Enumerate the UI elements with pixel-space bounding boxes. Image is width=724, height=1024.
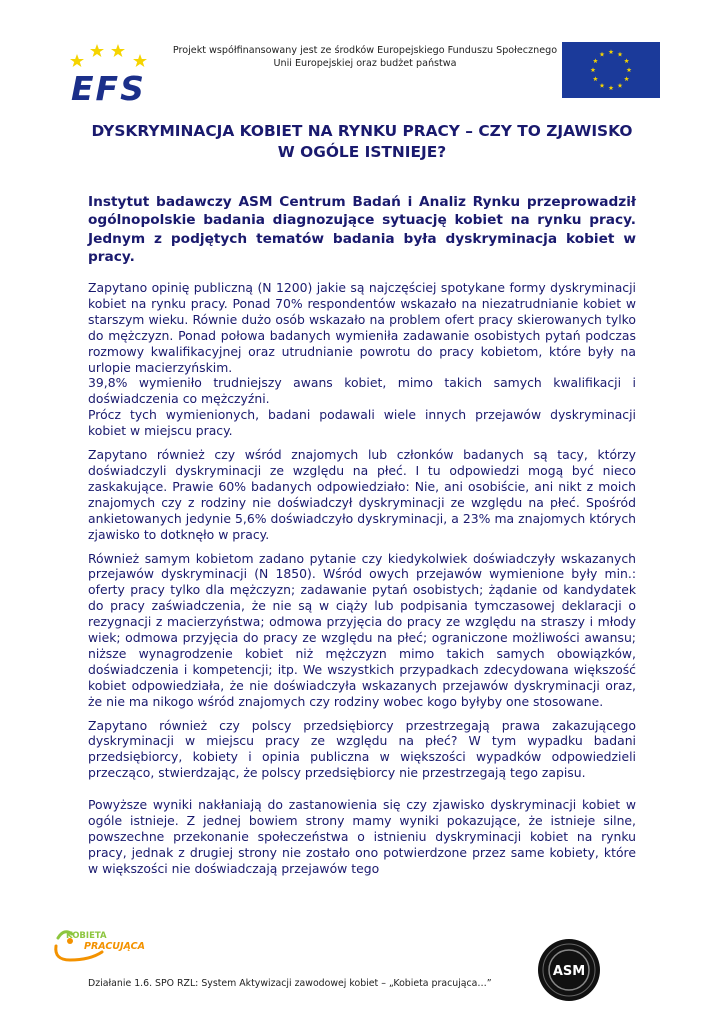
lead-paragraph: Instytut badawczy ASM Centrum Badań i Analiz Rynku przeprowadził ogólnopolskie badania diagnozujące sytuację kobiet na rynku pracy. Jednym z podjętych tematów badania była dyskryminacja kobiet w pracy. — [88, 194, 636, 266]
kobieta-logo-line-2: PRACUJĄCA — [84, 941, 145, 952]
paragraph-text: Zapytano również czy polscy przedsiębiorcy przestrzegają prawa zakazującego dyskryminacji w miejscu pracy ze względu na płeć? W tym wypadku badani przedsiębiorcy, kobiety i opinia publiczna w większości wypadków odpowiedzieli przecząco, stwierdzając, że polscy przedsiębiorcy nie przestrzegają tego zapisu. — [88, 717, 636, 781]
footer-caption: Działanie 1.6. SPO RZL: System Aktywizacji zawodowej kobiet – „Kobieta pracująca…” — [88, 978, 492, 989]
paragraph — [88, 280, 636, 375]
asm-logo-text: ASM — [552, 964, 586, 979]
document-title: DYSKRYMINACJA KOBIET NA RYNKU PRACY – CZY TO ZJAWISKO W OGÓLE ISTNIEJE? — [91, 122, 633, 161]
cofinancing-notice — [150, 45, 580, 70]
paragraph-text: Zapytano również czy wśród znajomych lub członków badanych są tacy, którzy doświadczyli dyskryminacji ze względu na płeć. I tu odpowiedzi mogą być nieco zaskakujące. Prawie 60% badanych odpowiedziało: Nie, ani osobiście, ani nikt z moich znajomych czy z rodziny nie doświadczył dyskryminacji ze względu na płeć. Spośród ankietowanych jedynie 5,6% doświadczyło dyskryminacji, a 23% ma znajomych których zjawisko to dotknęło w pracy. — [88, 447, 636, 542]
eu-flag-icon — [562, 42, 660, 98]
cofinancing-line-1: Projekt współfinansowany jest ze środków Europejskiego Funduszu Społecznego — [172, 45, 558, 56]
paragraph — [88, 551, 636, 710]
efs-logo-text: EFS — [71, 69, 146, 104]
paragraph — [88, 718, 636, 782]
cofinancing-line-2: Unii Europejskiej oraz budżet państwa — [273, 57, 457, 69]
asm-logo — [537, 938, 601, 1002]
paragraph — [88, 447, 636, 542]
kobieta-pracujaca-logo — [50, 924, 160, 964]
article-body — [88, 280, 636, 885]
paragraph-text: Prócz tych wymienionych, badani podawali wiele innych przejawów dyskryminacji kobiet w miejscu pracy. — [88, 407, 636, 439]
page-header — [0, 0, 724, 110]
paragraph — [88, 407, 636, 439]
paragraph-text: Powyższe wyniki nakłaniają do zastanowienia się czy zjawisko dyskryminacji kobiet w ogóle istnieje. Z jednej bowiem strony mamy wyniki pokazujące, że istnieje silne, powszechne przekonanie społeczeństwa o istnieniu dyskryminacji kobiet na rynku pracy, jednak z drugiej strony nie zostało ono potwierdzone przez same kobiety, które w większości nie doświadczają przejawów tego — [88, 797, 636, 876]
paragraph — [88, 375, 636, 407]
paragraph-text: Zapytano opinię publiczną (N 1200) jakie są najczęściej spotykane formy dyskryminacji kobiet na rynku pracy. Ponad 70% respondentów wskazało na niezatrudnianie kobiet w starszym wieku. Równie dużo osób wskazało na problem ofert pracy skierowanych tylko do mężczyzn. Ponad połowa badanych wymieniła zadawanie osobistych pytań podczas rozmowy kwalifikacyjnej oraz utrudnianie powrotu do pracy kobietom, które były na urlopie macierzyńskim. — [88, 280, 636, 375]
kobieta-logo-line-1: KOBIETA — [66, 931, 107, 941]
paragraph — [88, 797, 636, 877]
paragraph-text: 39,8% wymieniło trudniejszy awans kobiet, mimo takich samych kwalifikacji i doświadczenia co mężczyźni. — [88, 375, 636, 407]
paragraph-text: Również samym kobietom zadano pytanie czy kiedykolwiek doświadczyły wskazanych przejawów dyskryminacji (N 1850). Wśród owych przejawów wymienione były min.: oferty pracy tylko dla mężczyzn; zadawanie pytań osobistych; żądanie od kandydatek do pracy zaświadczenia, że nie są w ciąży lub podpisania tymczasowej deklaracji o rezygnacji z macierzyństwa; odmowa przyjęcia do pracy ze względu na straszy i młody wiek; odmowa przyjęcia do pracy ze względu na płeć; ograniczone możliwości awansu; niższe wynagrodzenie kobiet niż mężczyzn mimo takich samych obowiązków, doświadczenia i kompetencji; itp. We wszystkich przypadkach zdecydowana większość kobiet odpowiedziała, że nie doświadczyła wskazanych przejawów dyskryminacji oraz, że nie ma nikogo wśród znajomych czy rodziny wobec kogo byłyby one stosowane. — [88, 550, 636, 709]
efs-logo — [68, 38, 160, 104]
